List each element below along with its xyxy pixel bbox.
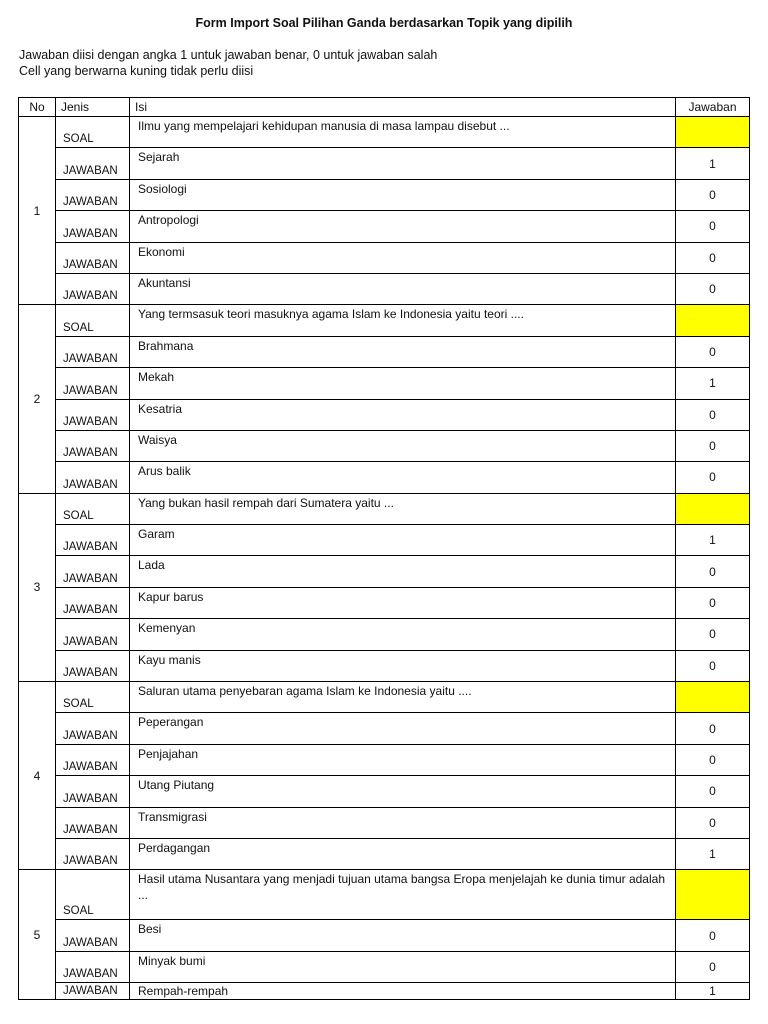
answer-value-cell[interactable]: 0 bbox=[676, 713, 750, 744]
table-row bbox=[19, 920, 750, 951]
table-row bbox=[19, 399, 750, 430]
table-row bbox=[19, 682, 750, 713]
question-number: 3 bbox=[19, 493, 56, 681]
table-row bbox=[19, 556, 750, 587]
answer-value-cell[interactable]: 0 bbox=[676, 462, 750, 493]
table-row bbox=[19, 179, 750, 210]
answer-value-cell[interactable]: 0 bbox=[676, 430, 750, 461]
answer-value-cell[interactable]: 0 bbox=[676, 242, 750, 273]
jenis-cell: JAWABAN bbox=[56, 430, 130, 461]
jenis-cell: JAWABAN bbox=[56, 148, 130, 179]
table-row bbox=[19, 776, 750, 807]
answer-option-text[interactable]: Kemenyan bbox=[130, 619, 676, 650]
jenis-cell: JAWABAN bbox=[56, 807, 130, 838]
table-row bbox=[19, 148, 750, 179]
table-row bbox=[19, 650, 750, 681]
question-number: 5 bbox=[19, 870, 56, 1000]
table-row bbox=[19, 117, 750, 148]
jenis-cell: SOAL bbox=[56, 682, 130, 713]
jenis-cell: JAWABAN bbox=[56, 619, 130, 650]
answer-value-cell[interactable]: 0 bbox=[676, 179, 750, 210]
jenis-cell: JAWABAN bbox=[56, 399, 130, 430]
answer-cell-disabled bbox=[676, 682, 750, 713]
answer-value-cell[interactable]: 0 bbox=[676, 211, 750, 242]
question-number: 2 bbox=[19, 305, 56, 493]
jenis-cell: JAWABAN bbox=[56, 713, 130, 744]
jenis-cell: JAWABAN bbox=[56, 650, 130, 681]
jenis-cell: JAWABAN bbox=[56, 983, 130, 1000]
answer-option-text[interactable]: Minyak bumi bbox=[130, 951, 676, 982]
answer-option-text[interactable]: Lada bbox=[130, 556, 676, 587]
table-row bbox=[19, 807, 750, 838]
table-row bbox=[19, 983, 750, 1000]
table-row bbox=[19, 273, 750, 304]
question-text[interactable]: Ilmu yang mempelajari kehidupan manusia di masa lampau disebut ... bbox=[130, 117, 676, 148]
answer-option-text[interactable]: Ekonomi bbox=[130, 242, 676, 273]
answer-value-cell[interactable]: 1 bbox=[676, 148, 750, 179]
question-table bbox=[18, 97, 750, 1000]
answer-cell-disabled bbox=[676, 493, 750, 524]
answer-value-cell[interactable]: 0 bbox=[676, 336, 750, 367]
answer-option-text[interactable]: Kesatria bbox=[130, 399, 676, 430]
jenis-cell: JAWABAN bbox=[56, 336, 130, 367]
table-row bbox=[19, 242, 750, 273]
answer-option-text[interactable]: Sosiologi bbox=[130, 179, 676, 210]
jenis-cell: JAWABAN bbox=[56, 368, 130, 399]
table-row bbox=[19, 619, 750, 650]
table-row bbox=[19, 305, 750, 336]
jenis-cell: JAWABAN bbox=[56, 587, 130, 618]
answer-value-cell[interactable]: 1 bbox=[676, 838, 750, 869]
answer-value-cell[interactable]: 0 bbox=[676, 619, 750, 650]
table-row bbox=[19, 587, 750, 618]
answer-option-text[interactable]: Mekah bbox=[130, 368, 676, 399]
jenis-cell: JAWABAN bbox=[56, 273, 130, 304]
table-header-row bbox=[19, 98, 750, 117]
answer-option-text[interactable]: Arus balik bbox=[130, 462, 676, 493]
answer-value-cell[interactable]: 0 bbox=[676, 399, 750, 430]
table-row bbox=[19, 493, 750, 524]
answer-value-cell[interactable]: 0 bbox=[676, 744, 750, 775]
answer-value-cell[interactable]: 1 bbox=[676, 525, 750, 556]
jenis-cell: SOAL bbox=[56, 870, 130, 920]
table-row bbox=[19, 525, 750, 556]
page-title: Form Import Soal Pilihan Ganda berdasarkan Topik yang dipilih bbox=[195, 16, 573, 30]
jenis-cell: JAWABAN bbox=[56, 838, 130, 869]
answer-option-text[interactable]: Kayu manis bbox=[130, 650, 676, 681]
jenis-cell: JAWABAN bbox=[56, 179, 130, 210]
answer-option-text[interactable]: Garam bbox=[130, 525, 676, 556]
question-text[interactable]: Hasil utama Nusantara yang menjadi tujuan utama bangsa Eropa menjelajah ke dunia timur adalah ... bbox=[130, 870, 676, 920]
answer-value-cell[interactable]: 0 bbox=[676, 587, 750, 618]
header-isi: Isi bbox=[130, 98, 676, 117]
answer-option-text[interactable]: Akuntansi bbox=[130, 273, 676, 304]
table-row bbox=[19, 870, 750, 920]
table-row bbox=[19, 368, 750, 399]
table-row bbox=[19, 336, 750, 367]
answer-option-text[interactable]: Besi bbox=[130, 920, 676, 951]
answer-cell-disabled bbox=[676, 305, 750, 336]
table-row bbox=[19, 462, 750, 493]
jenis-cell: JAWABAN bbox=[56, 951, 130, 982]
table-row bbox=[19, 838, 750, 869]
answer-option-text[interactable]: Utang Piutang bbox=[130, 776, 676, 807]
jenis-cell: SOAL bbox=[56, 493, 130, 524]
answer-cell-disabled bbox=[676, 870, 750, 920]
answer-cell-disabled bbox=[676, 117, 750, 148]
answer-option-text[interactable]: Penjajahan bbox=[130, 744, 676, 775]
table-row bbox=[19, 430, 750, 461]
answer-value-cell[interactable]: 1 bbox=[676, 368, 750, 399]
answer-option-text[interactable]: Sejarah bbox=[130, 148, 676, 179]
answer-value-cell[interactable]: 0 bbox=[676, 920, 750, 951]
jenis-cell: JAWABAN bbox=[56, 920, 130, 951]
answer-option-text[interactable]: Rempah-rempah bbox=[130, 983, 676, 1000]
answer-value-cell[interactable]: 0 bbox=[676, 650, 750, 681]
jenis-cell: SOAL bbox=[56, 117, 130, 148]
jenis-cell: JAWABAN bbox=[56, 776, 130, 807]
instruction-line-2: Cell yang berwarna kuning tidak perlu diisi bbox=[19, 64, 254, 78]
question-text[interactable]: Yang termsasuk teori masuknya agama Islam ke Indonesia yaitu teori .... bbox=[130, 305, 676, 336]
jenis-cell: JAWABAN bbox=[56, 525, 130, 556]
answer-value-cell[interactable]: 0 bbox=[676, 273, 750, 304]
answer-value-cell[interactable]: 0 bbox=[676, 776, 750, 807]
answer-option-text[interactable]: Antropologi bbox=[130, 211, 676, 242]
question-text[interactable]: Saluran utama penyebaran agama Islam ke Indonesia yaitu .... bbox=[130, 682, 676, 713]
question-text[interactable]: Yang bukan hasil rempah dari Sumatera yaitu ... bbox=[130, 493, 676, 524]
answer-option-text[interactable]: Perdagangan bbox=[130, 838, 676, 869]
answer-value-cell[interactable]: 1 bbox=[676, 983, 750, 1000]
answer-option-text[interactable]: Peperangan bbox=[130, 713, 676, 744]
header-jenis: Jenis bbox=[56, 98, 130, 117]
answer-option-text[interactable]: Brahmana bbox=[130, 336, 676, 367]
table-row bbox=[19, 744, 750, 775]
answer-option-text[interactable]: Kapur barus bbox=[130, 587, 676, 618]
jenis-cell: SOAL bbox=[56, 305, 130, 336]
question-number: 4 bbox=[19, 682, 56, 870]
table-row bbox=[19, 211, 750, 242]
answer-value-cell[interactable]: 0 bbox=[676, 951, 750, 982]
instruction-line-1: Jawaban diisi dengan angka 1 untuk jawaban benar, 0 untuk jawaban salah bbox=[19, 48, 438, 62]
jenis-cell: JAWABAN bbox=[56, 462, 130, 493]
table-row bbox=[19, 951, 750, 982]
header-no: No bbox=[19, 98, 56, 117]
jenis-cell: JAWABAN bbox=[56, 556, 130, 587]
jenis-cell: JAWABAN bbox=[56, 211, 130, 242]
header-jawaban: Jawaban bbox=[676, 98, 750, 117]
answer-option-text[interactable]: Waisya bbox=[130, 430, 676, 461]
question-number: 1 bbox=[19, 117, 56, 305]
table-row bbox=[19, 713, 750, 744]
answer-value-cell[interactable]: 0 bbox=[676, 556, 750, 587]
jenis-cell: JAWABAN bbox=[56, 242, 130, 273]
answer-option-text[interactable]: Transmigrasi bbox=[130, 807, 676, 838]
table-body bbox=[19, 117, 750, 1000]
answer-value-cell[interactable]: 0 bbox=[676, 807, 750, 838]
jenis-cell: JAWABAN bbox=[56, 744, 130, 775]
